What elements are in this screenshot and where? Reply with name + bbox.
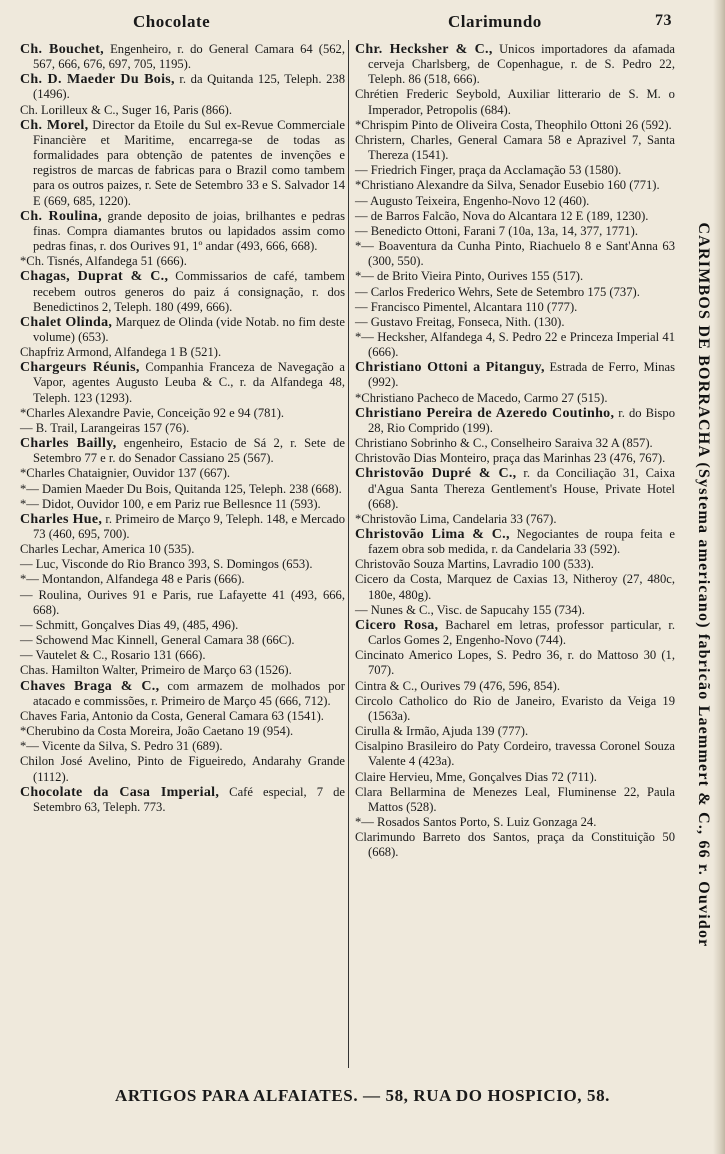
entry-details: Estrada de Ferro, Minas (992). [368,360,676,390]
directory-entry [355,618,675,648]
directory-entry [20,209,345,254]
directory-entry [355,785,675,815]
entry-name: *— Didot, [20,496,74,511]
entry-name: *— Hecksher, [355,329,428,344]
page-edge [713,0,725,1154]
entry-name: Cisalpino Brasileiro do Paty Cordeiro, [355,739,552,754]
entry-name: — Luc, [20,557,59,572]
entry-details: Alfandega 4, S. Pedro 22 e Princeza Imperial 41 (666). [368,329,675,360]
entry-name: — Schmitt, [20,617,79,632]
entry-name: *— Montandon, [20,572,104,587]
entry-name: Chapfriz Armond, [20,345,112,360]
entry-details: engenheiro, Estacio de Sá 2, r. Sete de Setembro 77 e r. do Senador Cassiano 25 (567). [33,436,345,466]
entry-details: Bacharel em letras, professor particular, r. Carlos Gomes 2, Engenho-Novo (744). [368,617,675,648]
entry-details: Ourives 91 e Paris, rue Lafayette 41 (493, 666, 668). [33,587,345,617]
directory-entry [20,739,345,754]
directory-entry [355,815,675,830]
entry-details: Ouvidor 100, e em Pariz rue Bellesnce 11 (593). [73,496,321,511]
entry-name: Christern, Charles, [355,132,453,147]
directory-entry [20,406,345,421]
entry-name: Cicero da Costa, [355,572,443,587]
entry-details: r. da Conciliação 31, Caixa d'Agua Santa Thereza Gentlement's House, Private Hotel (668). [368,466,675,511]
directory-entry [355,830,675,860]
directory-entry [20,315,345,345]
entry-details: Ourives 79 (476, 596, 854). [417,678,560,693]
entry-details: Ajuda 139 (777). [439,724,529,739]
entry-details: Fonseca, Nith. (130). [454,314,565,329]
entry-details: Primeiro de Março 63 (1526). [137,663,292,678]
entry-details: Visconde do Rio Branco 393, S. Domingos (653). [58,557,313,572]
entry-details: Antonio da Costa, General Camara 63 (1541). [89,708,324,723]
entry-name: Cintra & C., [355,678,418,693]
directory-entry [355,557,675,572]
entry-details: Fluminense 22, Paula Mattos (528). [368,784,675,814]
entry-details: Unicos importadores da afamada cerveja Charlsberg, de Copenhague, r. de S. Pedro 22, Teleph. 86 (518, 666). [368,42,675,87]
entry-name: — Nunes & C., [355,602,434,617]
entry-details: praça das Marinhas 23 (476, 767). [489,451,666,466]
directory-entry [355,603,675,618]
entry-name: *— Rosados Santos Porto, [355,814,491,829]
directory-entry [20,466,345,481]
entry-name: Ch. D. Maeder Du Bois, [20,72,175,88]
entry-name: *Christiano Pacheco de Macedo, [355,390,521,405]
entry-name: Christovão Lima & C., [355,527,510,542]
entry-details: r. Primeiro de Março 9, Teleph. 148, e Mercado 73 (460, 695, 700). [33,511,345,541]
directory-entry [20,679,345,709]
entry-name: *— de Brito Vieira Pinto, [355,269,485,284]
entry-name: — Gustavo Freitag, [355,314,455,329]
entry-name: Chargeurs Réunis, [20,360,140,376]
entry-details: General Camara 38 (66C). [157,633,295,648]
entry-name: Ch. Roulina, [20,208,102,224]
entry-details: Larangeiras 157 (76). [77,420,190,435]
entry-name: Christiano Ottoni a Pitanguy, [355,360,545,376]
entry-details: Director da Etoile du Sul ex-Revue Commerciale Financière et Maritime, encarrega-se de todas as formalidades para obtenção de patentes de invenções e registros de marcas de fabricas para o Brazil como tambem para os outros paizes, r. Sete de Setembro 33 e S. Salvador 14 E (669, 685, 1220). [33,117,345,208]
entry-name: Charles Lechar, [20,542,100,557]
directory-entry [20,269,345,314]
entry-name: *Charles Alexandre Pavie, [20,405,154,420]
entry-details: Evaristo da Veiga 19 (1563a). [368,693,675,723]
directory-entry [355,330,675,360]
directory-entry [20,648,345,663]
entry-details: Candelaria 33 (767). [449,511,557,526]
entry-name: Circolo Catholico do Rio de Janeiro, [355,693,556,708]
entry-name: — Roulina, [20,587,82,602]
entry-details: Auxiliar litterario de S. M. o Imperador, Petropolis (684). [368,87,675,117]
directory-entry [20,785,345,815]
left-column [20,42,345,815]
column-divider [348,40,349,1068]
entry-name: — Carlos Frederico Wehrs, [355,284,493,299]
entry-details: Alfandega 1 B (521). [111,345,222,360]
entry-details: Pinto de Figueiredo, Andarahy Grande (1112). [33,754,345,784]
entry-details: Visc. de Sapucahy 155 (734). [433,602,585,617]
directory-entry [355,724,675,739]
entry-details: Alcantara 110 (777). [470,299,578,314]
directory-entry [355,163,675,178]
entry-name: Christiano Pereira de Azeredo Coutinho, [355,405,615,421]
directory-entry [355,42,675,87]
entry-details: Alfandega 48 e Paris (666). [103,572,245,587]
entry-details: Engenheiro, r. do General Camara 64 (562, 567, 666, 676, 697, 705, 1195). [33,42,345,72]
entry-details: Café especial, 7 de Setembro 63, Teleph. 773. [33,784,345,814]
entry-name: Clara Bellarmina de Menezes Leal, [355,784,551,799]
directory-entry [355,87,675,117]
directory-entry [355,194,675,209]
directory-entry [20,754,345,784]
entry-name: Claire Hervieu, [355,769,433,784]
directory-entry [20,512,345,542]
entry-name: *Christiano Alexandre da Silva, [355,178,516,193]
entry-details: Ourives 155 (517). [484,269,584,284]
directory-entry [20,557,345,572]
directory-entry [20,618,345,633]
entry-details: travessa Coronel Souza Valente 4 (423a). [368,739,675,769]
entry-name: *Christovão Lima, [355,511,450,526]
right-column [355,42,675,860]
entry-name: — Schowend Mac Kinnell, [20,633,158,648]
entry-details: General Camara 58 e Aprazivel 7, Santa Thereza (1541). [368,132,675,163]
entry-details: Negociantes de roupa feita e fazem obra sob medida, r. da Candelaria 33 (592). [368,527,675,557]
entry-name: Charles Hue, [20,511,103,527]
directory-entry [20,497,345,512]
entry-details: Alfandega 51 (666). [82,254,187,269]
directory-entry [20,542,345,557]
entry-name: Christiano Sobrinho & C., [355,436,488,451]
directory-entry [355,133,675,163]
entry-name: Chilon José Avelino, [20,754,131,769]
entry-details: com armazem de molhados por atacado e commissões, r. Primeiro de Março 45 (666, 712). [33,678,345,708]
entry-name: Ch. Morel, [20,117,89,133]
directory-entry [355,178,675,193]
entry-details: Marquez de Caxias 13, Nitheroy (27, 480c, 180e, 480g). [368,572,676,602]
entry-name: Ch. Lorilleux & C., [20,102,119,117]
entry-name: — Francisco Pimentel, [355,299,471,314]
entry-details: Commissarios de café, tambem recebem outros generos do paiz á consignação, r. dos Benedictinos 2, Teleph. 180 (499, 666). [33,269,345,314]
entry-details: praça da Constituição 50 (668). [368,830,676,860]
directory-entry [20,482,345,497]
entry-name: — B. Trail, [20,420,78,435]
entry-details: Senador Eusebio 160 (771). [515,178,660,193]
footer-advertisement: ARTIGOS PARA ALFAIATES. — 58, RUA DO HOSPICIO, 58. [114,1086,611,1105]
entry-details: Riachuelo 8 e Sant'Anna 63 (300, 550). [368,239,676,269]
entry-details: Quitanda 125, Teleph. 238 (668). [171,481,342,496]
entry-name: Clarimundo Barreto dos Santos, [355,830,530,845]
directory-entry [355,739,675,769]
entry-details: r. da Quitanda 125, Teleph. 238 (1496). [33,72,345,102]
directory-entry [355,315,675,330]
entry-name: Chagas, Duprat & C., [20,269,169,285]
directory-entry [355,679,675,694]
entry-name: Cirulla & Irmão, [355,724,440,739]
entry-name: Chas. Hamilton Walter, [20,663,138,678]
entry-details: S. Pedro 31 (689). [127,739,223,754]
entry-details: praça da Acclamação 53 (1580). [455,163,622,178]
entry-name: *— Damien Maeder Du Bois, [20,481,172,496]
directory-entry [355,285,675,300]
entry-details: Farani 7 (10a, 13a, 14, 377, 1771). [460,223,638,238]
directory-entry [355,466,675,511]
entry-details: S. Luiz Gonzaga 24. [490,814,597,829]
entry-name: Chaves Braga & C., [20,678,160,694]
entry-name: Christovão Dias Monteiro, [355,451,490,466]
entry-name: Chaves Faria, [20,708,90,723]
directory-entry [355,209,675,224]
entry-details: Rosario 131 (666). [107,648,206,663]
entry-name: *— Boaventura da Cunha Pinto, [355,239,525,254]
entry-name: Chalet Olinda, [20,314,113,330]
entry-details: João Caetano 19 (954). [173,724,294,739]
entry-details: Conselheiro Saraiva 32 A (857). [487,436,653,451]
entry-name: Charles Bailly, [20,436,117,452]
directory-entry [355,451,675,466]
directory-entry [355,391,675,406]
entry-details: Companhia Franceza de Navegação a Vapor, agentes Augusto Leuba & C., r. da Alfandega 48, Teleph. 123 (1293). [33,360,345,405]
entry-details: Conceição 92 e 94 (781). [153,405,285,420]
entry-name: Chrétien Frederic Seybold, [355,87,501,102]
directory-entry [355,300,675,315]
entry-name: Cicero Rosa, [355,617,439,633]
directory-entry [20,663,345,678]
entry-name: Chr. Hecksher & C., [355,42,493,57]
entry-details: America 10 (535). [99,542,195,557]
entry-details: Carmo 27 (515). [520,390,608,405]
directory-entry [355,527,675,557]
entry-details: Mme, Gonçalves Dias 72 (711). [432,769,597,784]
directory-entry [355,512,675,527]
directory-entry [20,345,345,360]
entry-details: Ouvidor 137 (667). [129,466,231,481]
directory-entry [355,648,675,678]
entry-name: *— Vicente da Silva, [20,739,128,754]
directory-entry [355,269,675,284]
entry-details: r. do Bispo 28, Rio Comprido (199). [368,405,675,435]
directory-entry [355,770,675,785]
directory-entry [355,436,675,451]
directory-entry [20,360,345,405]
directory-entry [355,360,675,390]
directory-entry [355,118,675,133]
header-center-keyword: Clarimundo [448,12,542,31]
directory-entry [355,224,675,239]
directory-entry [20,572,345,587]
directory-entry [355,406,675,436]
entry-name: — de Barros Falcão, [355,208,460,223]
directory-entry [20,103,345,118]
directory-entry [20,254,345,269]
entry-name: Chocolate da Casa Imperial, [20,784,220,800]
entry-name: *Ch. Tisnés, [20,254,83,269]
entry-details: Sete de Setembro 175 (737). [492,284,640,299]
entry-details: Marquez de Olinda (vide Notab. no fim deste volume) (653). [33,314,345,344]
directory-entry [355,239,675,269]
entry-details: grande deposito de joias, brilhantes e pedras finas. Compra diamantes brutos ou lapidados assim como pedras finas, r. dos Ourives 91, 1º andar (493, 666, 668). [33,208,345,254]
directory-entry [20,118,345,209]
entry-name: Christovão Souza Martins, [355,557,490,572]
entry-details: Lavradio 100 (533). [489,557,594,572]
header-left-keyword: Chocolate [133,12,211,31]
entry-name: — Augusto Teixeira, [355,193,460,208]
entry-name: Cincinato Americo Lopes, [355,648,492,663]
entry-details: Engenho-Novo 12 (460). [459,193,590,208]
entry-name: *Cherubino da Costa Moreira, [20,724,174,739]
entry-name: Ch. Bouchet, [20,42,104,57]
entry-details: Suger 16, Paris (866). [118,102,232,117]
directory-entry [20,42,345,72]
entry-name: *Charles Chataignier, [20,466,130,481]
entry-details: Nova do Alcantara 12 E (189, 1230). [459,208,649,223]
directory-entry [20,709,345,724]
entry-name: *Chrispim Pinto de Oliveira Costa, [355,117,533,132]
page-number: 73 [655,12,672,29]
entry-name: Christovão Dupré & C., [355,466,517,482]
directory-entry [355,694,675,724]
directory-entry [20,436,345,466]
entry-name: — Benedicto Ottoni, [355,223,461,238]
directory-entry [20,724,345,739]
directory-entry [20,421,345,436]
entry-details: Gonçalves Dias 49, (485, 496). [78,617,239,632]
entry-name: — Vautelet & C., [20,648,108,663]
directory-entry [20,588,345,618]
side-advertisement-text: CARIMBOS DE BORRACHA (Systema americano) fabricão Laemmert & C., 66 r. Ouvidor [695,222,712,948]
entry-details: Theophilo Ottoni 26 (592). [532,117,672,132]
directory-entry [20,72,345,102]
directory-entry [20,633,345,648]
entry-name: — Friedrich Finger, [355,163,456,178]
directory-entry [355,572,675,602]
entry-details: S. Pedro 36, r. do Mattoso 30 (1, 707). [368,648,676,678]
